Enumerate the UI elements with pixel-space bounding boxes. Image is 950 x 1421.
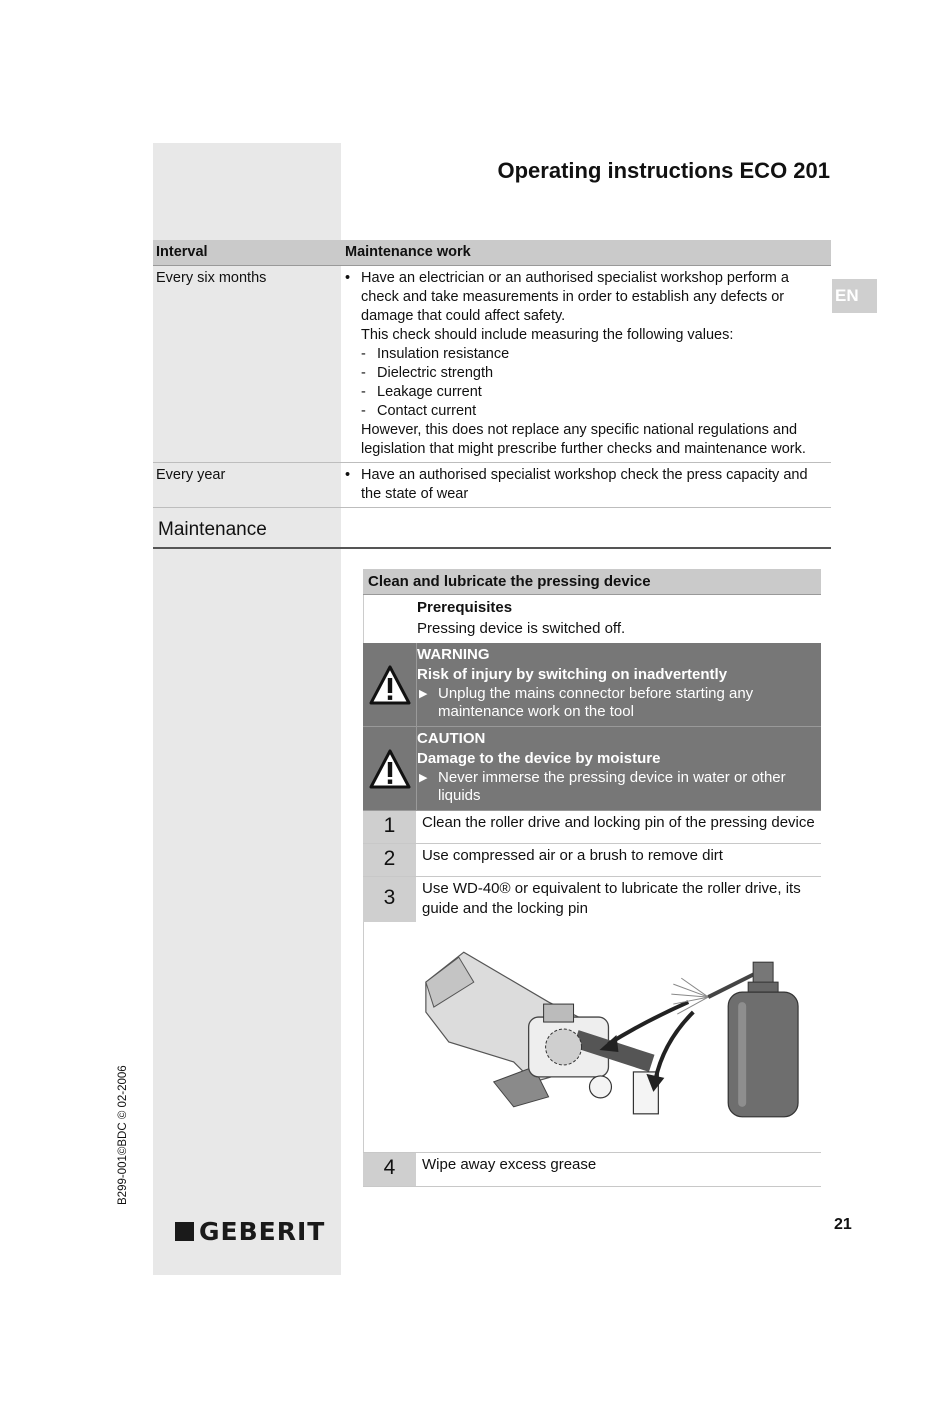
step-text-line: guide and the locking pin — [422, 900, 588, 917]
warning-action-line: Unplug the mains connector before starting any — [438, 685, 754, 702]
maintenance-interval-table — [153, 240, 831, 508]
table-row — [153, 463, 831, 508]
step-row — [363, 811, 821, 844]
lubrication-illustration — [364, 922, 821, 1152]
table-row — [153, 266, 831, 463]
document-code: B299-001©BDC © 02-2006 — [117, 1065, 129, 1205]
step-text: Clean the roller drive and locking pin of the pressing device — [422, 814, 815, 831]
maintenance-cell — [341, 266, 831, 462]
prerequisites-label: Prerequisites — [417, 599, 513, 616]
caution-action-line: Never immerse the pressing device in water or other — [438, 769, 786, 786]
caution-action — [417, 769, 786, 787]
caution-notice — [363, 727, 821, 811]
table-header — [153, 240, 831, 266]
step-number: 4 — [363, 1153, 416, 1186]
caution-signal-word: CAUTION — [417, 730, 486, 747]
procedure-box — [363, 569, 821, 1187]
warning-action — [417, 685, 753, 703]
text-line: the state of wear — [361, 486, 469, 502]
text-line: • Have an electrician or an authorised specialist workshop perform a — [345, 269, 831, 288]
step-number: 1 — [363, 811, 416, 843]
procedure-title: Clean and lubricate the pressing device — [363, 569, 821, 595]
step-row — [363, 877, 821, 922]
list-item: - Insulation resistance — [345, 345, 831, 364]
logo-square-icon — [175, 1222, 194, 1241]
step-number: 2 — [363, 844, 416, 876]
step-text: Use compressed air or a brush to remove dirt — [422, 847, 723, 864]
prerequisites — [363, 595, 821, 643]
header-maintenance-work: Maintenance work — [345, 244, 471, 260]
step-row — [363, 844, 821, 877]
section-divider — [153, 547, 831, 549]
text-line: • Have an authorised specialist workshop check the press capacity and — [345, 466, 831, 485]
header-interval: Interval — [156, 244, 208, 260]
interval-cell: Every six months — [156, 270, 267, 286]
logo-text: GEBERIT — [199, 1217, 326, 1246]
warning-signal-word: WARNING — [417, 646, 490, 663]
warning-hazard: Risk of injury by switching on inadvertently — [417, 666, 728, 683]
text-line: This check should include measuring the following values: — [361, 327, 734, 343]
list-item: - Contact current — [345, 402, 831, 421]
text-line: check and take measurements in order to establish any defects or — [361, 289, 785, 305]
caution-triangle-icon — [368, 748, 412, 790]
warning-triangle-icon — [368, 664, 412, 706]
illustration-row — [363, 922, 821, 1152]
page-number: 21 — [834, 1216, 852, 1233]
warning-action-line: maintenance work on the tool — [438, 703, 634, 720]
step-row — [363, 1152, 821, 1187]
language-tab[interactable]: EN — [832, 279, 877, 313]
play-arrow-icon: ▶ — [419, 772, 428, 784]
page-title: Operating instructions ECO 201 — [497, 158, 830, 183]
step-text: Wipe away excess grease — [422, 1156, 597, 1173]
text-line: damage that could affect safety. — [361, 308, 566, 324]
play-arrow-icon: ▶ — [419, 688, 428, 700]
geberit-logo — [175, 1217, 325, 1246]
warning-notice — [363, 643, 821, 727]
section-heading: Maintenance — [158, 519, 267, 540]
maintenance-cell — [341, 463, 831, 507]
list-item: - Dielectric strength — [345, 364, 831, 383]
text-line: legislation that might prescribe further checks and maintenance work. — [361, 441, 806, 457]
prerequisites-text: Pressing device is switched off. — [417, 620, 626, 637]
interval-cell: Every year — [156, 467, 226, 483]
text-line: However, this does not replace any specific national regulations and — [361, 422, 798, 438]
list-item: - Leakage current — [345, 383, 831, 402]
caution-action-line: liquids — [438, 787, 481, 804]
step-number: 3 — [363, 877, 416, 922]
step-text — [416, 877, 801, 922]
step-text-line: Use WD-40® or equivalent to lubricate the roller drive, its — [422, 880, 801, 897]
caution-hazard: Damage to the device by moisture — [417, 750, 661, 767]
